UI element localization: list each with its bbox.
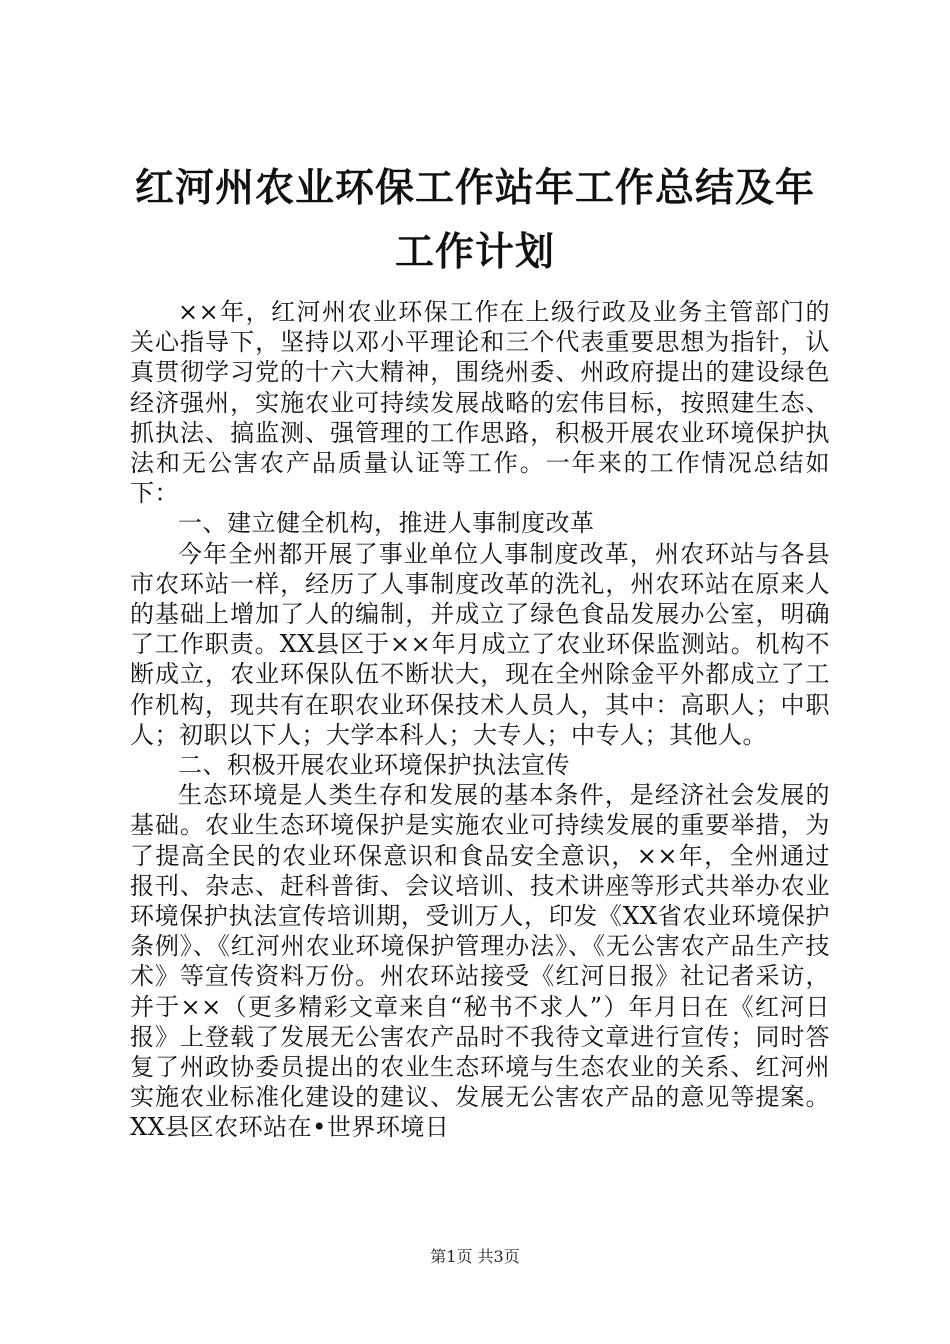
intro-paragraph: ××年，红河州农业环保工作在上级行政及业务主管部门的关心指导下，坚持以邓小平理论和三个代表重要思想为指针，认真贯彻学习党的十六大精神，围绕州委、州政府提出的建设绿色经济强州，实施农业可持续发展战略的宏伟目标，按照建生态、抓执法、搞监测、强管理的工作思路，积极开展农业环境保护执法和无公害农产品质量认证等工作。一年来的工作情况总结如下： [130, 298, 830, 508]
document-title: 红河州农业环保工作站年工作总结及年工作计划 [134, 165, 815, 275]
section-heading-2: 二、积极开展农业环境保护执法宣传 [178, 751, 570, 780]
section-1-paragraph: 今年全州都开展了事业单位人事制度改革，州农环站与各县市农环站一样，经历了人事制度改革的洗礼，州农环站在原来人的基础上增加了人的编制，并成立了绿色食品发展办公室，明确了工作职责。XX县区于××年月成立了农业环保监测站。机构不断成立，农业环保队伍不断状大，现在全州除金平外都成立了工作机构，现共有在职农业环保技术人员人，其中：高职人；中职人；初职以下人；大学本科人；大专人；中专人；其他人。 [130, 539, 830, 749]
document-body [130, 297, 830, 1143]
page-footer: 第1页 共3页 [430, 1247, 520, 1266]
section-2-paragraph: 生态环境是人类生存和发展的基本条件，是经济社会发展的基础。农业生态环境保护是实施农业可持续发展的重要举措，为了提高全民的农业环保意识和食品安全意识，××年，全州通过报刊、杂志、赶科普街、会议培训、技术讲座等形式共举办农业环境保护执法宣传培训期，受训万人，印发《XX省农业环境保护条例》、《红河州农业环境保护管理办法》、《无公害农产品生产技术》等宣传资料万份。州农环站接受《红河日报》社记者采访，并于××（更多精彩文章来自“秘书不求人”）年月日在《红河日报》上登载了发展无公害农产品时不我待文章进行宣传；同时答复了州政协委员提出的农业生态环境与生态农业的关系、红河州实施农业标准化建设的建议、发展无公害农产品的意见等提案。XX县区农环站在•世界环境日 [130, 781, 830, 1142]
section-heading-1: 一、建立健全机构，推进人事制度改革 [178, 509, 595, 538]
